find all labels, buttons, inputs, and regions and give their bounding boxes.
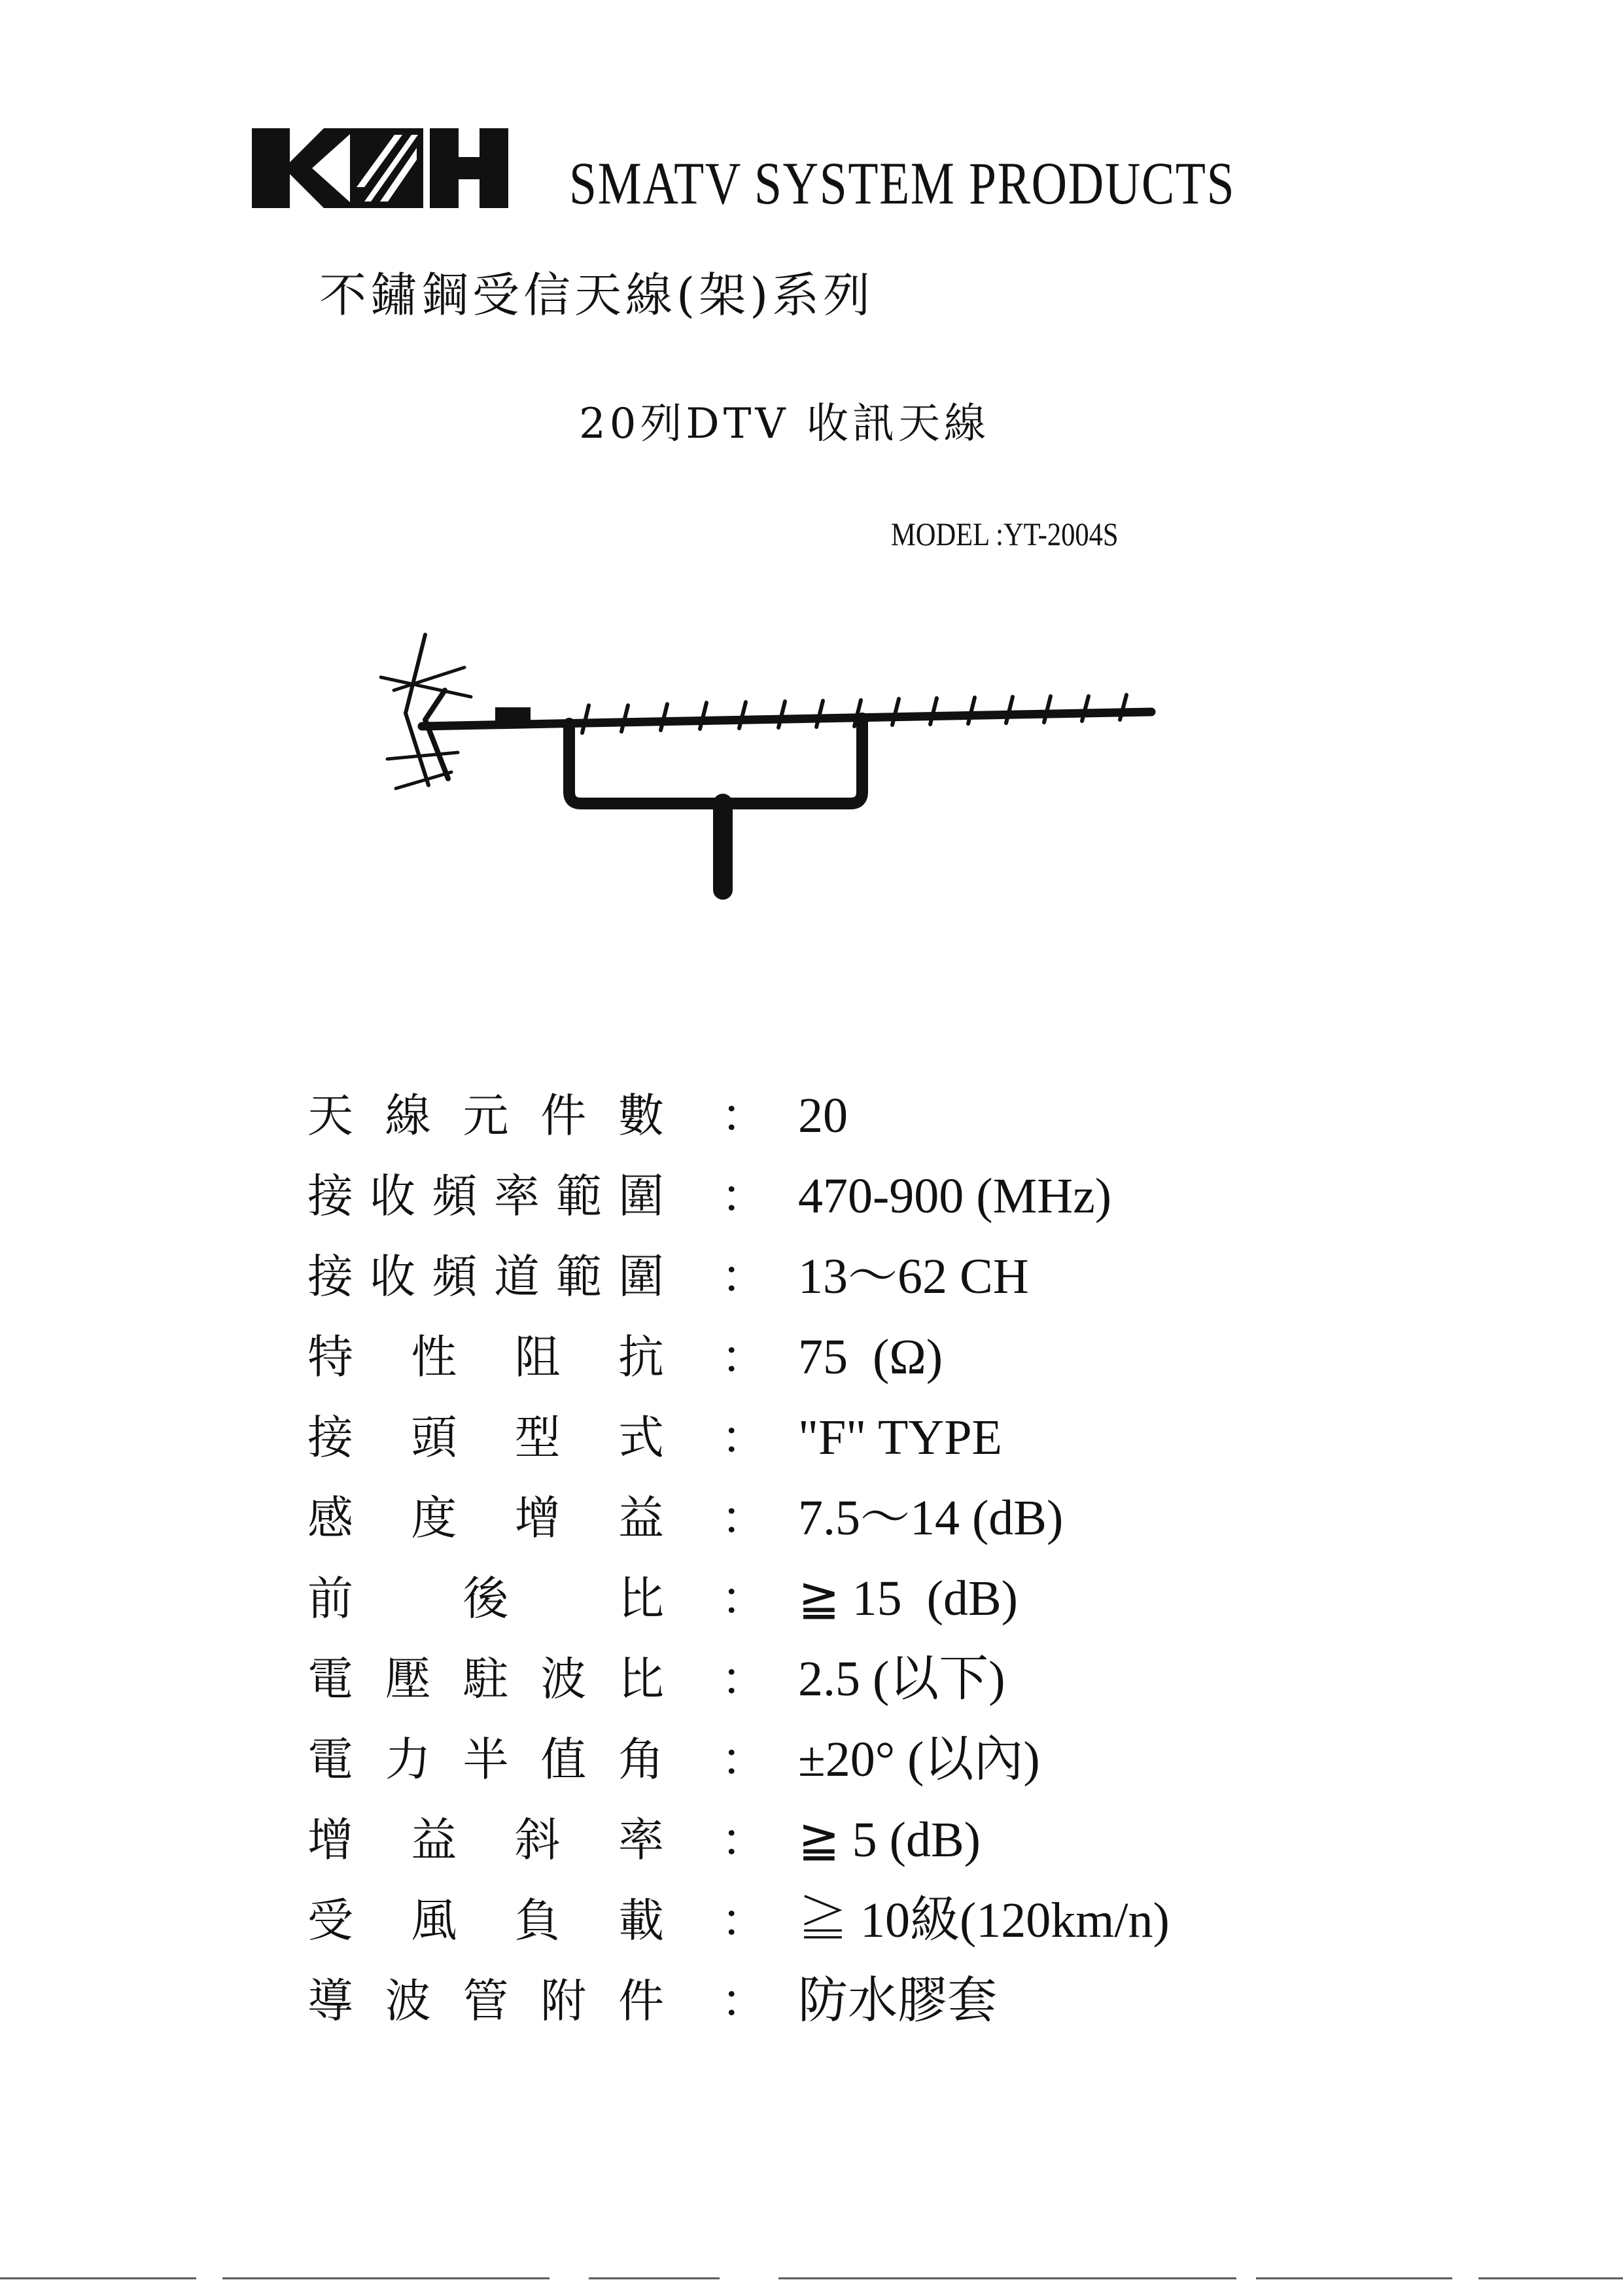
spec-colon: ： bbox=[721, 1411, 767, 1464]
spec-label: 接 收 頻 率 範 圍 bbox=[307, 1169, 664, 1223]
spec-colon: ： bbox=[721, 1652, 767, 1706]
spec-label: 天 線 元 件 數 bbox=[307, 1089, 664, 1142]
spec-value: "F" TYPE bbox=[798, 1410, 1002, 1465]
spec-row-frequency-range bbox=[307, 1163, 1420, 1244]
spec-label: 電 壓 駐 波 比 bbox=[307, 1652, 664, 1706]
spec-value: ±20° (以內) bbox=[798, 1732, 1040, 1787]
spec-value: 75 (Ω) bbox=[798, 1330, 943, 1385]
spec-row-channel-range bbox=[307, 1244, 1420, 1324]
spec-value: 防水膠套 bbox=[798, 1973, 997, 2028]
product-title: 20列DTV 收訊天線 bbox=[579, 400, 990, 448]
spec-row-impedance bbox=[307, 1324, 1420, 1405]
spec-label: 接 頭 型 式 bbox=[307, 1411, 664, 1464]
spec-label: 特 性 阻 抗 bbox=[307, 1330, 664, 1384]
spec-row-elements bbox=[307, 1083, 1420, 1163]
spec-label: 感 度 增 益 bbox=[307, 1491, 664, 1545]
brand-line: SMATV SYSTEM PRODUCTS bbox=[569, 150, 1236, 217]
spec-value: 470-900 (MHz) bbox=[798, 1169, 1112, 1224]
spec-colon: ： bbox=[721, 1974, 767, 2028]
spec-colon: ： bbox=[721, 1250, 767, 1303]
spec-colon: ： bbox=[721, 1813, 767, 1867]
model-number: MODEL :YT-2004S bbox=[891, 516, 1119, 552]
spec-label: 接 收 頻 道 範 圍 bbox=[307, 1250, 664, 1303]
spec-label: 電 力 半 值 角 bbox=[307, 1733, 664, 1786]
spec-label: 前 後 比 bbox=[307, 1572, 664, 1625]
spec-colon: ： bbox=[721, 1491, 767, 1545]
spec-label: 導 波 管 附 件 bbox=[307, 1974, 664, 2028]
spec-row-connector bbox=[307, 1405, 1420, 1485]
spec-value: 13～62 CH bbox=[798, 1249, 1029, 1304]
spec-row-accessory bbox=[307, 1968, 1420, 2049]
spec-colon: ： bbox=[721, 1330, 767, 1384]
spec-colon: ： bbox=[721, 1572, 767, 1625]
spec-label: 受 風 負 載 bbox=[307, 1894, 664, 1947]
spec-value: 20 bbox=[798, 1088, 848, 1143]
spec-value: ≧ 5 (dB) bbox=[798, 1812, 981, 1867]
spec-label: 增 益 斜 率 bbox=[307, 1813, 664, 1867]
spec-row-beamwidth bbox=[307, 1727, 1420, 1807]
spec-colon: ： bbox=[721, 1894, 767, 1947]
spec-row-vswr bbox=[307, 1646, 1420, 1727]
spec-row-wind-load bbox=[307, 1888, 1420, 1968]
series-title: 不鏽鋼受信天線(架)系列 bbox=[319, 268, 875, 323]
scan-edge-line bbox=[0, 2270, 1623, 2290]
ksh-logo bbox=[252, 128, 508, 208]
spec-value: ≧ 15 (dB) bbox=[798, 1571, 1018, 1626]
spec-colon: ： bbox=[721, 1169, 767, 1223]
spec-row-gain bbox=[307, 1485, 1420, 1566]
spec-colon: ： bbox=[721, 1089, 767, 1142]
yagi-antenna-illustration bbox=[379, 628, 1164, 903]
spec-table bbox=[307, 1083, 1420, 2049]
spec-row-front-back bbox=[307, 1566, 1420, 1646]
spec-value: 2.5 (以下) bbox=[798, 1651, 1005, 1706]
spec-value: 7.5～14 (dB) bbox=[798, 1491, 1064, 1545]
spec-value: ≧ 10級(120km/n) bbox=[798, 1893, 1170, 1948]
spec-row-gain-slope bbox=[307, 1807, 1420, 1888]
spec-colon: ： bbox=[721, 1733, 767, 1786]
